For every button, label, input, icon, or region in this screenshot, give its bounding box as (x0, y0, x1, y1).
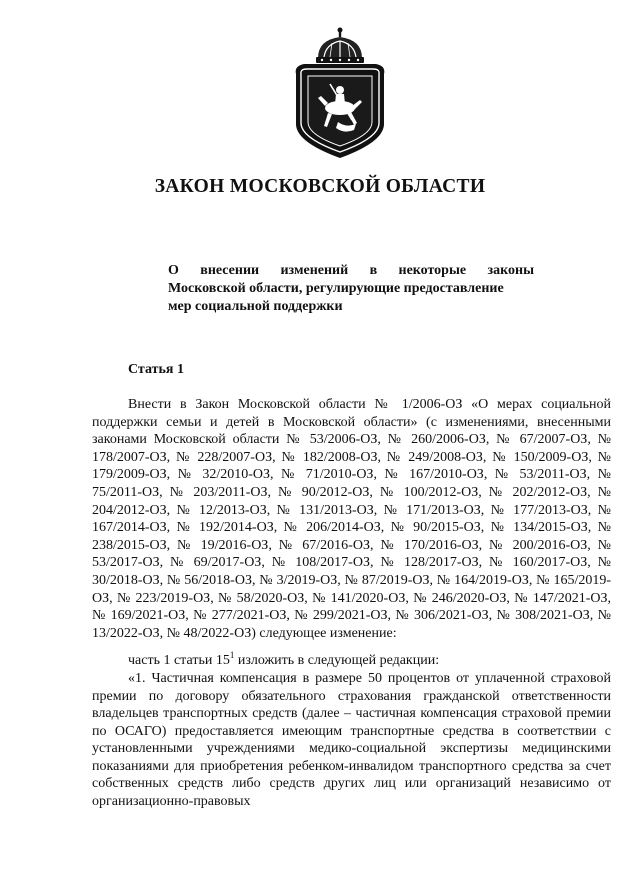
article-heading: Статья 1 (128, 362, 184, 377)
subject-line-1: О внесении изменений в некоторые законы (168, 263, 534, 278)
coat-of-arms-icon (288, 24, 392, 162)
document-body (92, 396, 611, 811)
paragraph-3: «1. Частичная компенсация в размере 50 процентов от уплаченной страховой премии по договору обязательного страхования гражданской ответственности владельцев транспортных средств (далее – частичная компенсация страховой премии по ОСАГО) предоставляется имеющим транспортные средства в соответствии с установленными учреждениями медико-социальной экспертизы медицинскими показаниями для приобретения ребенком-инвалидом транспортного средства за счет собственных средств либо средств других лиц или организаций независимо от организационно-правовых (92, 670, 611, 810)
crown-icon (316, 28, 364, 64)
paragraph-2-start: часть 1 статьи 15 (128, 653, 230, 669)
subject-line-3: мер социальной поддержки (168, 299, 343, 314)
subject-line-2: Московской области, регулирующие предоставление (168, 281, 504, 296)
paragraph-1: Внести в Закон Московской области № 1/2006-ОЗ «О мерах социальной поддержки семьи и детей в Московской области» (с изменениями, внесенными законами Московской области № 53/2006-ОЗ, № 260/2006-ОЗ, № 67/2007-ОЗ, № 178/2007-ОЗ, № 228/2007-ОЗ, № 182/2008-ОЗ, № 249/2008-ОЗ, № 150/2009-ОЗ, № 179/2009-ОЗ, № 32/2010-ОЗ, № 71/2010-ОЗ, № 167/2010-ОЗ, № 53/2011-ОЗ, № 75/2011-ОЗ, № 203/2011-ОЗ, № 90/2012-ОЗ, № 100/2012-ОЗ, № 202/2012-ОЗ, № 204/2012-ОЗ, № 12/2013-ОЗ, № 131/2013-ОЗ, № 171/2013-ОЗ, № 177/2013-ОЗ, № 167/2014-ОЗ, № 192/2014-ОЗ, № 206/2014-ОЗ, № 90/2015-ОЗ, № 134/2015-ОЗ, № 238/2015-ОЗ, № 19/2016-ОЗ, № 67/2016-ОЗ, № 170/2016-ОЗ, № 200/2016-ОЗ, № 53/2017-ОЗ, № 69/2017-ОЗ, № 108/2017-ОЗ, № 128/2017-ОЗ, № 160/2017-ОЗ, № 30/2018-ОЗ, № 56/2018-ОЗ, № 3/2019-ОЗ, № 87/2019-ОЗ, № 164/2019-ОЗ, № 165/2019-ОЗ, № 223/2019-ОЗ, № 58/2020-ОЗ, № 141/2020-ОЗ, № 246/2020-ОЗ, № 147/2021-ОЗ, № 169/2021-ОЗ, № 277/2021-ОЗ, № 299/2021-ОЗ, № 306/2021-ОЗ, № 308/2021-ОЗ, № 13/2022-ОЗ, № 48/2022-ОЗ) следующее изменение: (92, 397, 611, 641)
coat-of-arms-emblem (288, 24, 392, 162)
law-subject (168, 262, 534, 316)
paragraph-2-end: изложить в следующей редакции: (234, 653, 440, 669)
superscript: 1 (229, 650, 235, 661)
paragraph-2 (92, 652, 611, 670)
document-title: ЗАКОН МОСКОВСКОЙ ОБЛАСТИ (154, 176, 486, 197)
